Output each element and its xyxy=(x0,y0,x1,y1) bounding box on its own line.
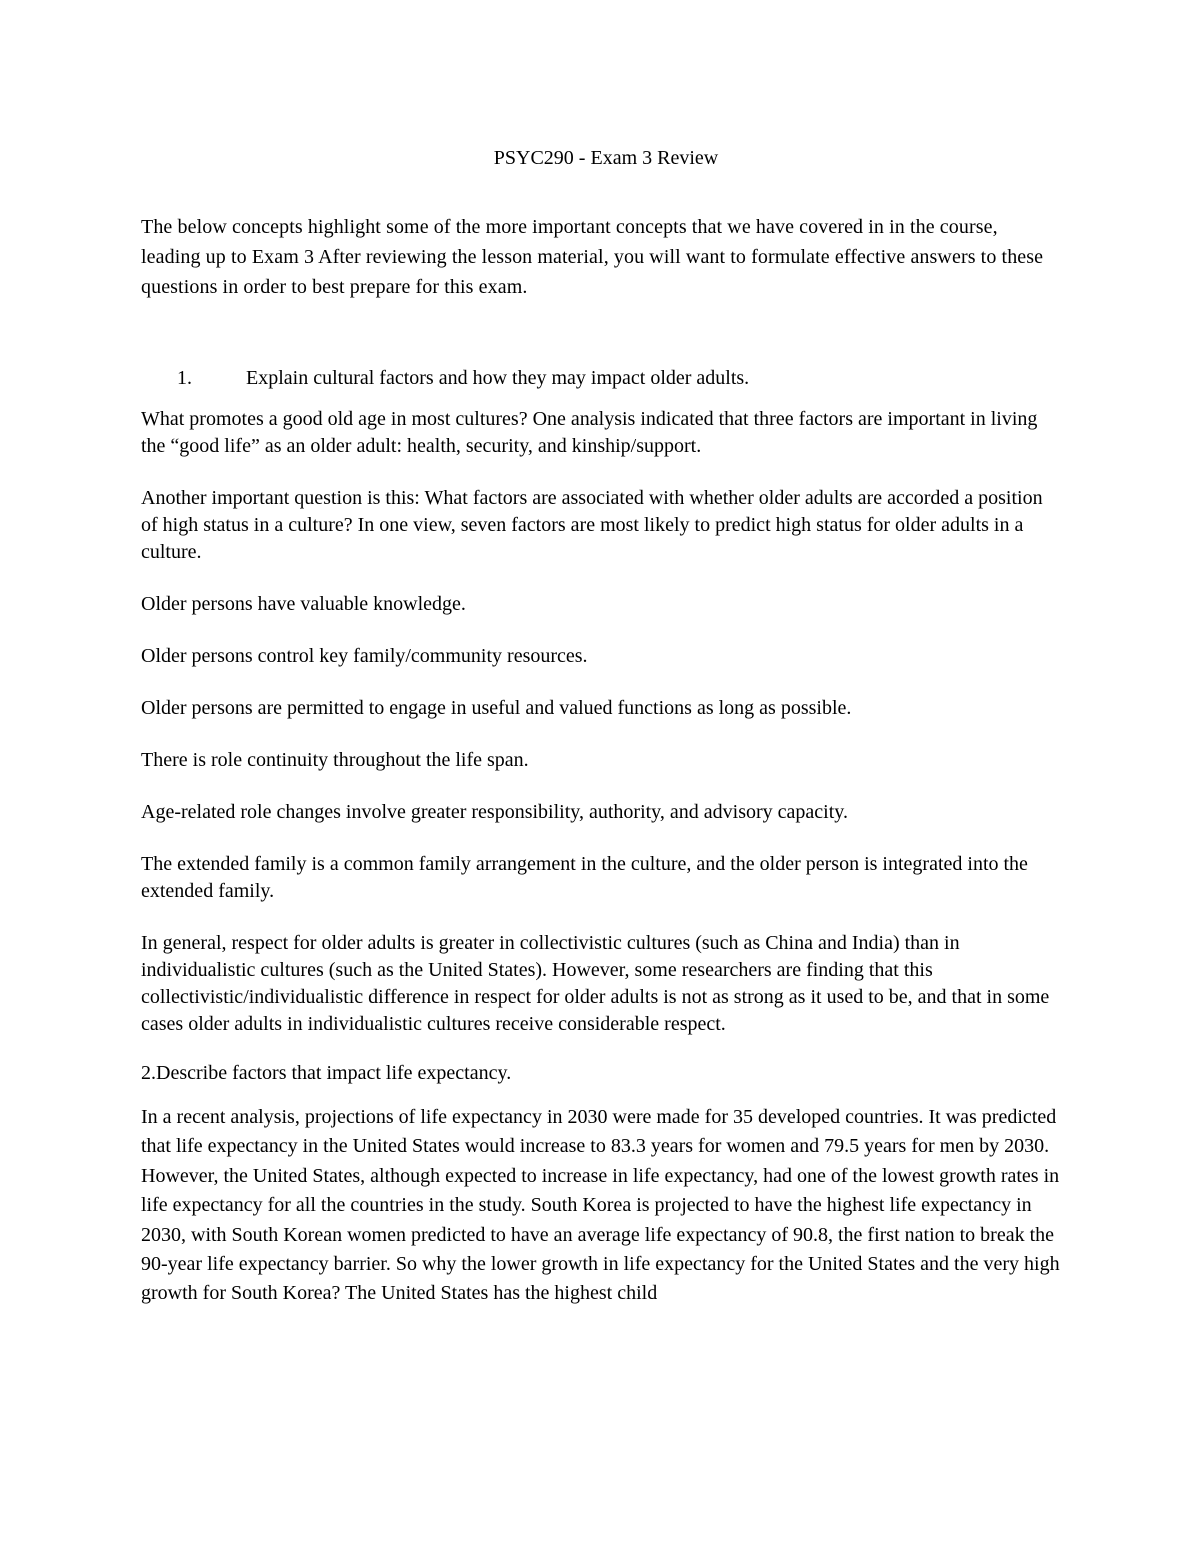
paragraph-collectivistic-respect: In general, respect for older adults is greater in collectivistic cultures (such as China and India) than in individualistic cultures (such as the United States). However, some researchers are finding that this collectivistic/individualistic difference in respect for older adults is not as strong as it used to be, and that in some cases older adults in individualistic cultures receive considerable respect. xyxy=(141,932,1050,1035)
status-factor-extended-family: The extended family is a common family arrangement in the culture, and the older person is integrated into the extended family. xyxy=(141,853,1028,902)
status-factor-functions: Older persons are permitted to engage in useful and valued functions as long as possible. xyxy=(141,697,852,719)
question-1 xyxy=(141,364,1061,392)
paragraph-good-old-age: What promotes a good old age in most cultures? One analysis indicated that three factors are important in living the “good life” as an older adult: health, security, and kinship/support. xyxy=(141,408,1038,457)
status-factor-resources: Older persons control key family/community resources. xyxy=(141,645,588,667)
document-title: PSYC290 - Exam 3 Review xyxy=(493,147,719,169)
document-body xyxy=(141,144,1061,1309)
question-1-number: 1. xyxy=(177,367,192,389)
question-1-text: Explain cultural factors and how they may impact older adults. xyxy=(246,367,750,389)
paragraph-high-status-question: Another important question is this: What factors are associated with whether older adults are accorded a position of high status in a culture? In one view, seven factors are most likely to predict high status for older adults in a culture. xyxy=(141,487,1043,563)
status-factor-knowledge: Older persons have valuable knowledge. xyxy=(141,593,466,615)
question-2: 2.Describe factors that impact life expectancy. xyxy=(141,1062,512,1084)
paragraph-life-expectancy: In a recent analysis, projections of life expectancy in 2030 were made for 35 developed countries. It was predicted that life expectancy in the United States would increase to 83.3 years for women and 79.5 years for men by 2030. However, the United States, although expected to increase in life expectancy, had one of the lowest growth rates in life expectancy for all the countries in the study. South Korea is projected to have the highest life expectancy in 2030, with South Korean women predicted to have an average life expectancy of 90.8, the first nation to break the 90-year life expectancy barrier. So why the lower growth in life expectancy for the United States and the very high growth for South Korea? The United States has the highest child xyxy=(141,1106,1060,1305)
status-factor-role-continuity: There is role continuity throughout the life span. xyxy=(141,749,529,771)
status-factor-role-changes: Age-related role changes involve greater responsibility, authority, and advisory capacity. xyxy=(141,801,848,823)
intro-paragraph: The below concepts highlight some of the more important concepts that we have covered in in the course, leading up to Exam 3 After reviewing the lesson material, you will want to formulate effective answers to these questions in order to best prepare for this exam. xyxy=(141,216,1044,298)
